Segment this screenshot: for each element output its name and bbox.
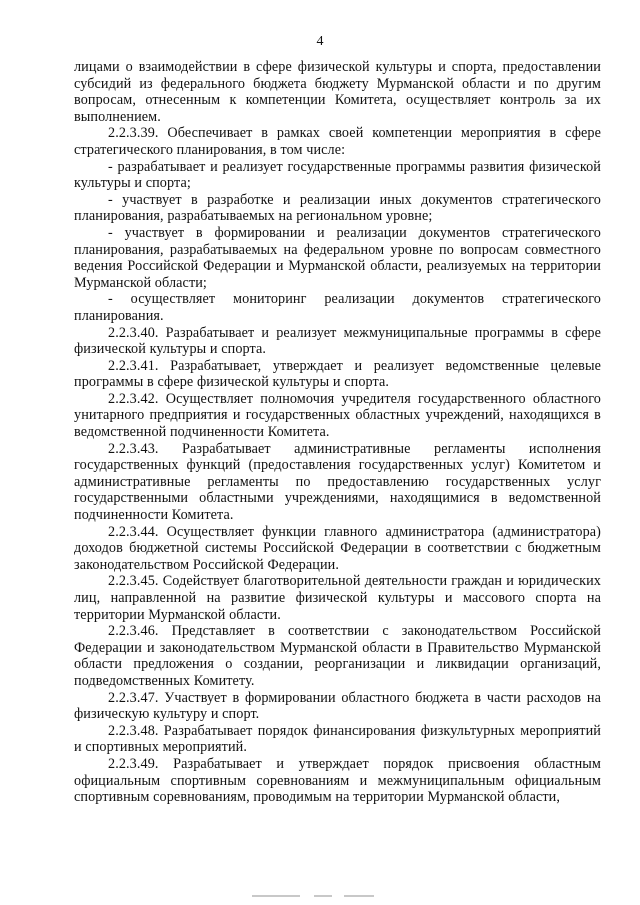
list-item-federal-planning: - участвует в формировании и реализации документов стратегического планирования, разрабатываемых на федеральном уровне по вопросам совместного ведения Российской Федерации и Мурманской области, реализуемых на территории Мурманской области; bbox=[74, 224, 601, 291]
document-body bbox=[74, 59, 601, 806]
paragraph-2-2-3-47: 2.2.3.47. Участвует в формировании областного бюджета в части расходов на физическую культуру и спорт. bbox=[74, 689, 601, 723]
paragraph-2-2-3-43: 2.2.3.43. Разрабатывает административные регламенты исполнения государственных функций (предоставления государственных услуг) Комитетом и административные регламенты по предоставлению государственных услуг государственными областными учреждениями, находящимися в ведомственной подчиненности Комитета. bbox=[74, 440, 601, 524]
list-item-regional-planning: - участвует в разработке и реализации иных документов стратегического планирования, разрабатываемых на региональном уровне; bbox=[74, 191, 601, 225]
paragraph-2-2-3-45: 2.2.3.45. Содействует благотворительной деятельности граждан и юридических лиц, направленной на развитие физической культуры и массового спорта на территории Мурманской области. bbox=[74, 573, 601, 623]
paragraph-2-2-3-42: 2.2.3.42. Осуществляет полномочия учредителя государственного областного унитарного предприятия и государственных областных учреждений, находящихся в ведомственной подчиненности Комитета. bbox=[74, 390, 601, 441]
scan-artifact-marks bbox=[252, 893, 402, 899]
paragraph-2-2-3-48: 2.2.3.48. Разрабатывает порядок финансирования физкультурных мероприятий и спортивных мероприятий. bbox=[74, 722, 601, 756]
paragraph-2-2-3-46: 2.2.3.46. Представляет в соответствии с законодательством Российской Федерации и законодательством Мурманской области в Правительство Мурманской области предложения о создании, реорганизации и ликвидации организаций, подведомственных Комитету. bbox=[74, 623, 601, 689]
paragraph-2-2-3-49: 2.2.3.49. Разрабатывает и утверждает порядок присвоения областным официальным спортивным соревнованиям и межмуниципальным официальным спортивным соревнованиям, проводимым на территории Мурманской области, bbox=[74, 755, 601, 806]
list-item-state-programs: - разрабатывает и реализует государственные программы развития физической культуры и спорта; bbox=[74, 158, 601, 192]
paragraph-continuation: лицами о взаимодействии в сфере физической культуры и спорта, предоставлении субсидий из федерального бюджета бюджету Мурманской области и по другим вопросам, отнесенным к компетенции Комитета, осуществляет контроль за их выполнением. bbox=[74, 59, 601, 125]
page-number: 4 bbox=[316, 34, 324, 49]
paragraph-2-2-3-41: 2.2.3.41. Разрабатывает, утверждает и реализует ведомственные целевые программы в сфере физической культуры и спорта. bbox=[74, 357, 601, 391]
paragraph-2-2-3-44: 2.2.3.44. Осуществляет функции главного администратора (администратора) доходов бюджетной системы Российской Федерации в соответствии с бюджетным законодательством Российской Федерации. bbox=[74, 523, 601, 573]
list-item-monitoring: - осуществляет мониторинг реализации документов стратегического планирования. bbox=[74, 291, 601, 324]
paragraph-2-2-3-39: 2.2.3.39. Обеспечивает в рамках своей компетенции мероприятия в сфере стратегического планирования, в том числе: bbox=[74, 125, 601, 158]
paragraph-2-2-3-40: 2.2.3.40. Разрабатывает и реализует межмуниципальные программы в сфере физической культуры и спорта. bbox=[74, 324, 601, 358]
